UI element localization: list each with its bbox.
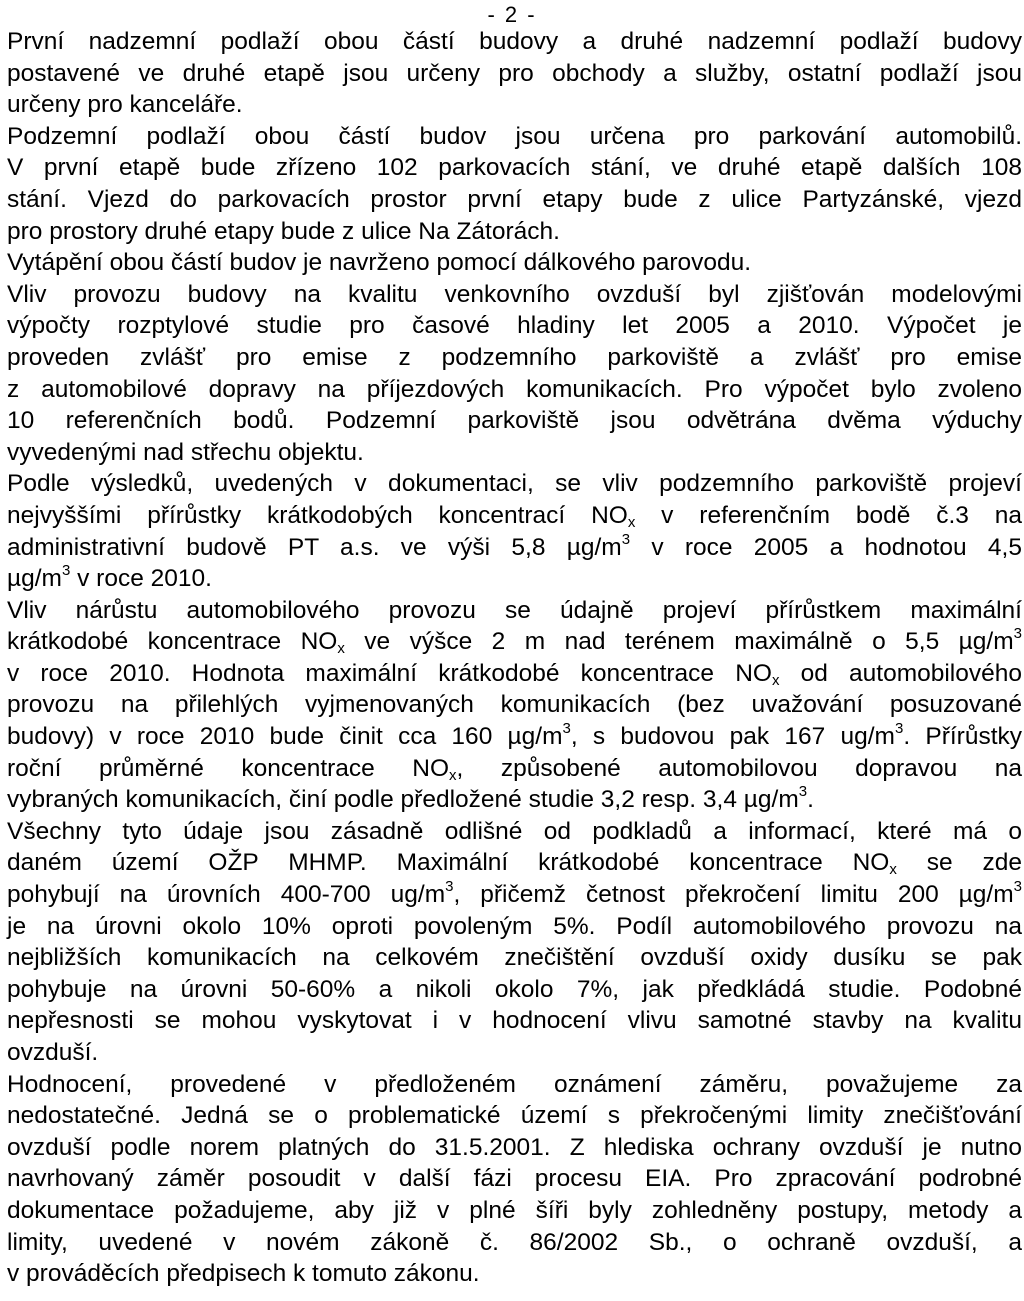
text-line: Vytápění obou částí budov je navrženo pomocí dálkového parovodu.: [7, 249, 752, 277]
page-number: - 2 -: [487, 2, 537, 27]
text-line: určeny pro kanceláře.: [7, 91, 243, 119]
text-line: pohybují na úrovních 400-700 $ug/m^3$, přičemž četnost překročení limitu 200 $\mu g/m^3$: [7, 878, 1022, 909]
text-line: daném území OŽP MHMP. Maximální krátkodobé koncentrace $NO_x$ se zde: [7, 849, 1022, 879]
text-line: v roce 2010. Hodnota maximální krátkodobé koncentrace $NO_x$ od automobilového: [7, 659, 1022, 689]
text-line: V první etapě bude zřízeno 102 parkovacích stání, ve druhé etapě dalších 108: [7, 154, 1022, 182]
body-text: [7, 26, 1022, 1290]
text-line: navrhovaný záměr posoudit v další fázi procesu EIA. Pro zpracování podrobné: [7, 1165, 1022, 1193]
text-line: výpočty rozptylové studie pro časové hladiny let 2005 a 2010. Výpočet je: [7, 312, 1022, 340]
text-line: pro prostory druhé etapy bude z ulice Na Zátorách.: [7, 217, 560, 245]
text-line: ovzduší podle norem platných do 31.5.2001. Z hlediska ochrany ovzduší je nutno: [7, 1133, 1022, 1161]
text-line: První nadzemní podlaží obou částí budovy a druhé nadzemní podlaží budovy: [7, 28, 1022, 55]
text-line: dokumentace požadujeme, aby již v plné šíři byly zohledněny postupy, metody a: [7, 1196, 1022, 1224]
text-line: nejbližších komunikacích na celkovém znečištění ovzduší oxidy dusíku se pak: [7, 944, 1022, 972]
text-line: pohybuje na úrovni 50-60% a nikoli okolo 7%, jak předkládá studie. Podobné: [7, 975, 1022, 1003]
text-line: vybraných komunikacích, činí podle předložené studie 3,2 resp. 3,4 $\mu g/m^3$.: [7, 783, 814, 814]
text-line: limity, uvedené v novém zákoně č. 86/2002 Sb., o ochraně ovzduší, a: [7, 1228, 1022, 1256]
text-line: z automobilové dopravy na příjezdových komunikacích. Pro výpočet bylo zvoleno: [7, 375, 1022, 403]
text-line: Vliv provozu budovy na kvalitu venkovního ovzduší byl zjišťován modelovými: [7, 280, 1022, 308]
text-line: Vliv nárůstu automobilového provozu se údajně projeví přírůstkem maximální: [7, 596, 1022, 624]
text-line: nepřesnosti se mohou vyskytovat i v hodnocení vlivu samotné stavby na kvalitu: [7, 1007, 1022, 1035]
text-line: postavené ve druhé etapě jsou určeny pro obchody a služby, ostatní podlaží jsou: [7, 59, 1022, 87]
text-line: krátkodobé koncentrace $NO_x$ ve výšce 2 m nad terénem maximálně o 5,5 $\mu g/m^3$: [7, 625, 1022, 658]
text-line: $\mu g/m^3$ v roce 2010.: [7, 562, 212, 593]
text-line: roční průměrné koncentrace $NO_x$, způsobené automobilovou dopravou na: [7, 754, 1023, 784]
text-line: vyvedenými nad střechu objektu.: [7, 438, 364, 466]
text-line: je na úrovni okolo 10% oproti povoleným 5%. Podíl automobilového provozu na: [7, 912, 1022, 940]
text-line: administrativní budově PT a.s. ve výši 5,8 $\mu g/m^3$ v roce 2005 a hodnotou 4,5: [7, 530, 1022, 561]
text-line: ovzduší.: [7, 1039, 99, 1066]
text-line: Podzemní podlaží obou částí budov jsou určena pro parkování automobilů.: [7, 122, 1022, 150]
text-line: Všechny tyto údaje jsou zásadně odlišné od podkladů a informací, které má o: [7, 817, 1022, 845]
text-line: nedostatečné. Jedná se o problematické území s překročenými limity znečišťování: [7, 1102, 1022, 1130]
text-line: nejvyššími přírůstky krátkodobých koncentrací $NO_x$ v referenčním bodě č.3 na: [7, 501, 1022, 531]
text-line: Hodnocení, provedené v předloženém oznámení záměru, považujeme za: [7, 1070, 1022, 1098]
text-line: v prováděcích předpisech k tomuto zákonu.: [7, 1260, 480, 1288]
text-line: Podle výsledků, uvedených v dokumentaci, se vliv podzemního parkoviště projeví: [7, 470, 1022, 498]
text-line: 10 referenčních bodů. Podzemní parkoviště jsou odvětrána dvěma výduchy: [7, 407, 1022, 435]
text-line: budovy) v roce 2010 bude činit cca 160 $\mu g/m^3$, s budovou pak 167 $ug/m^3$. Přírůstky: [7, 720, 1023, 751]
text-line: provozu na přilehlých vyjmenovaných komunikacích (bez uvažování posuzované: [7, 691, 1022, 719]
text-line: proveden zvlášť pro emise z podzemního parkoviště a zvlášť pro emise: [7, 343, 1022, 371]
text-line: stání. Vjezd do parkovacích prostor první etapy bude z ulice Partyzánské, vjezd: [7, 185, 1022, 213]
